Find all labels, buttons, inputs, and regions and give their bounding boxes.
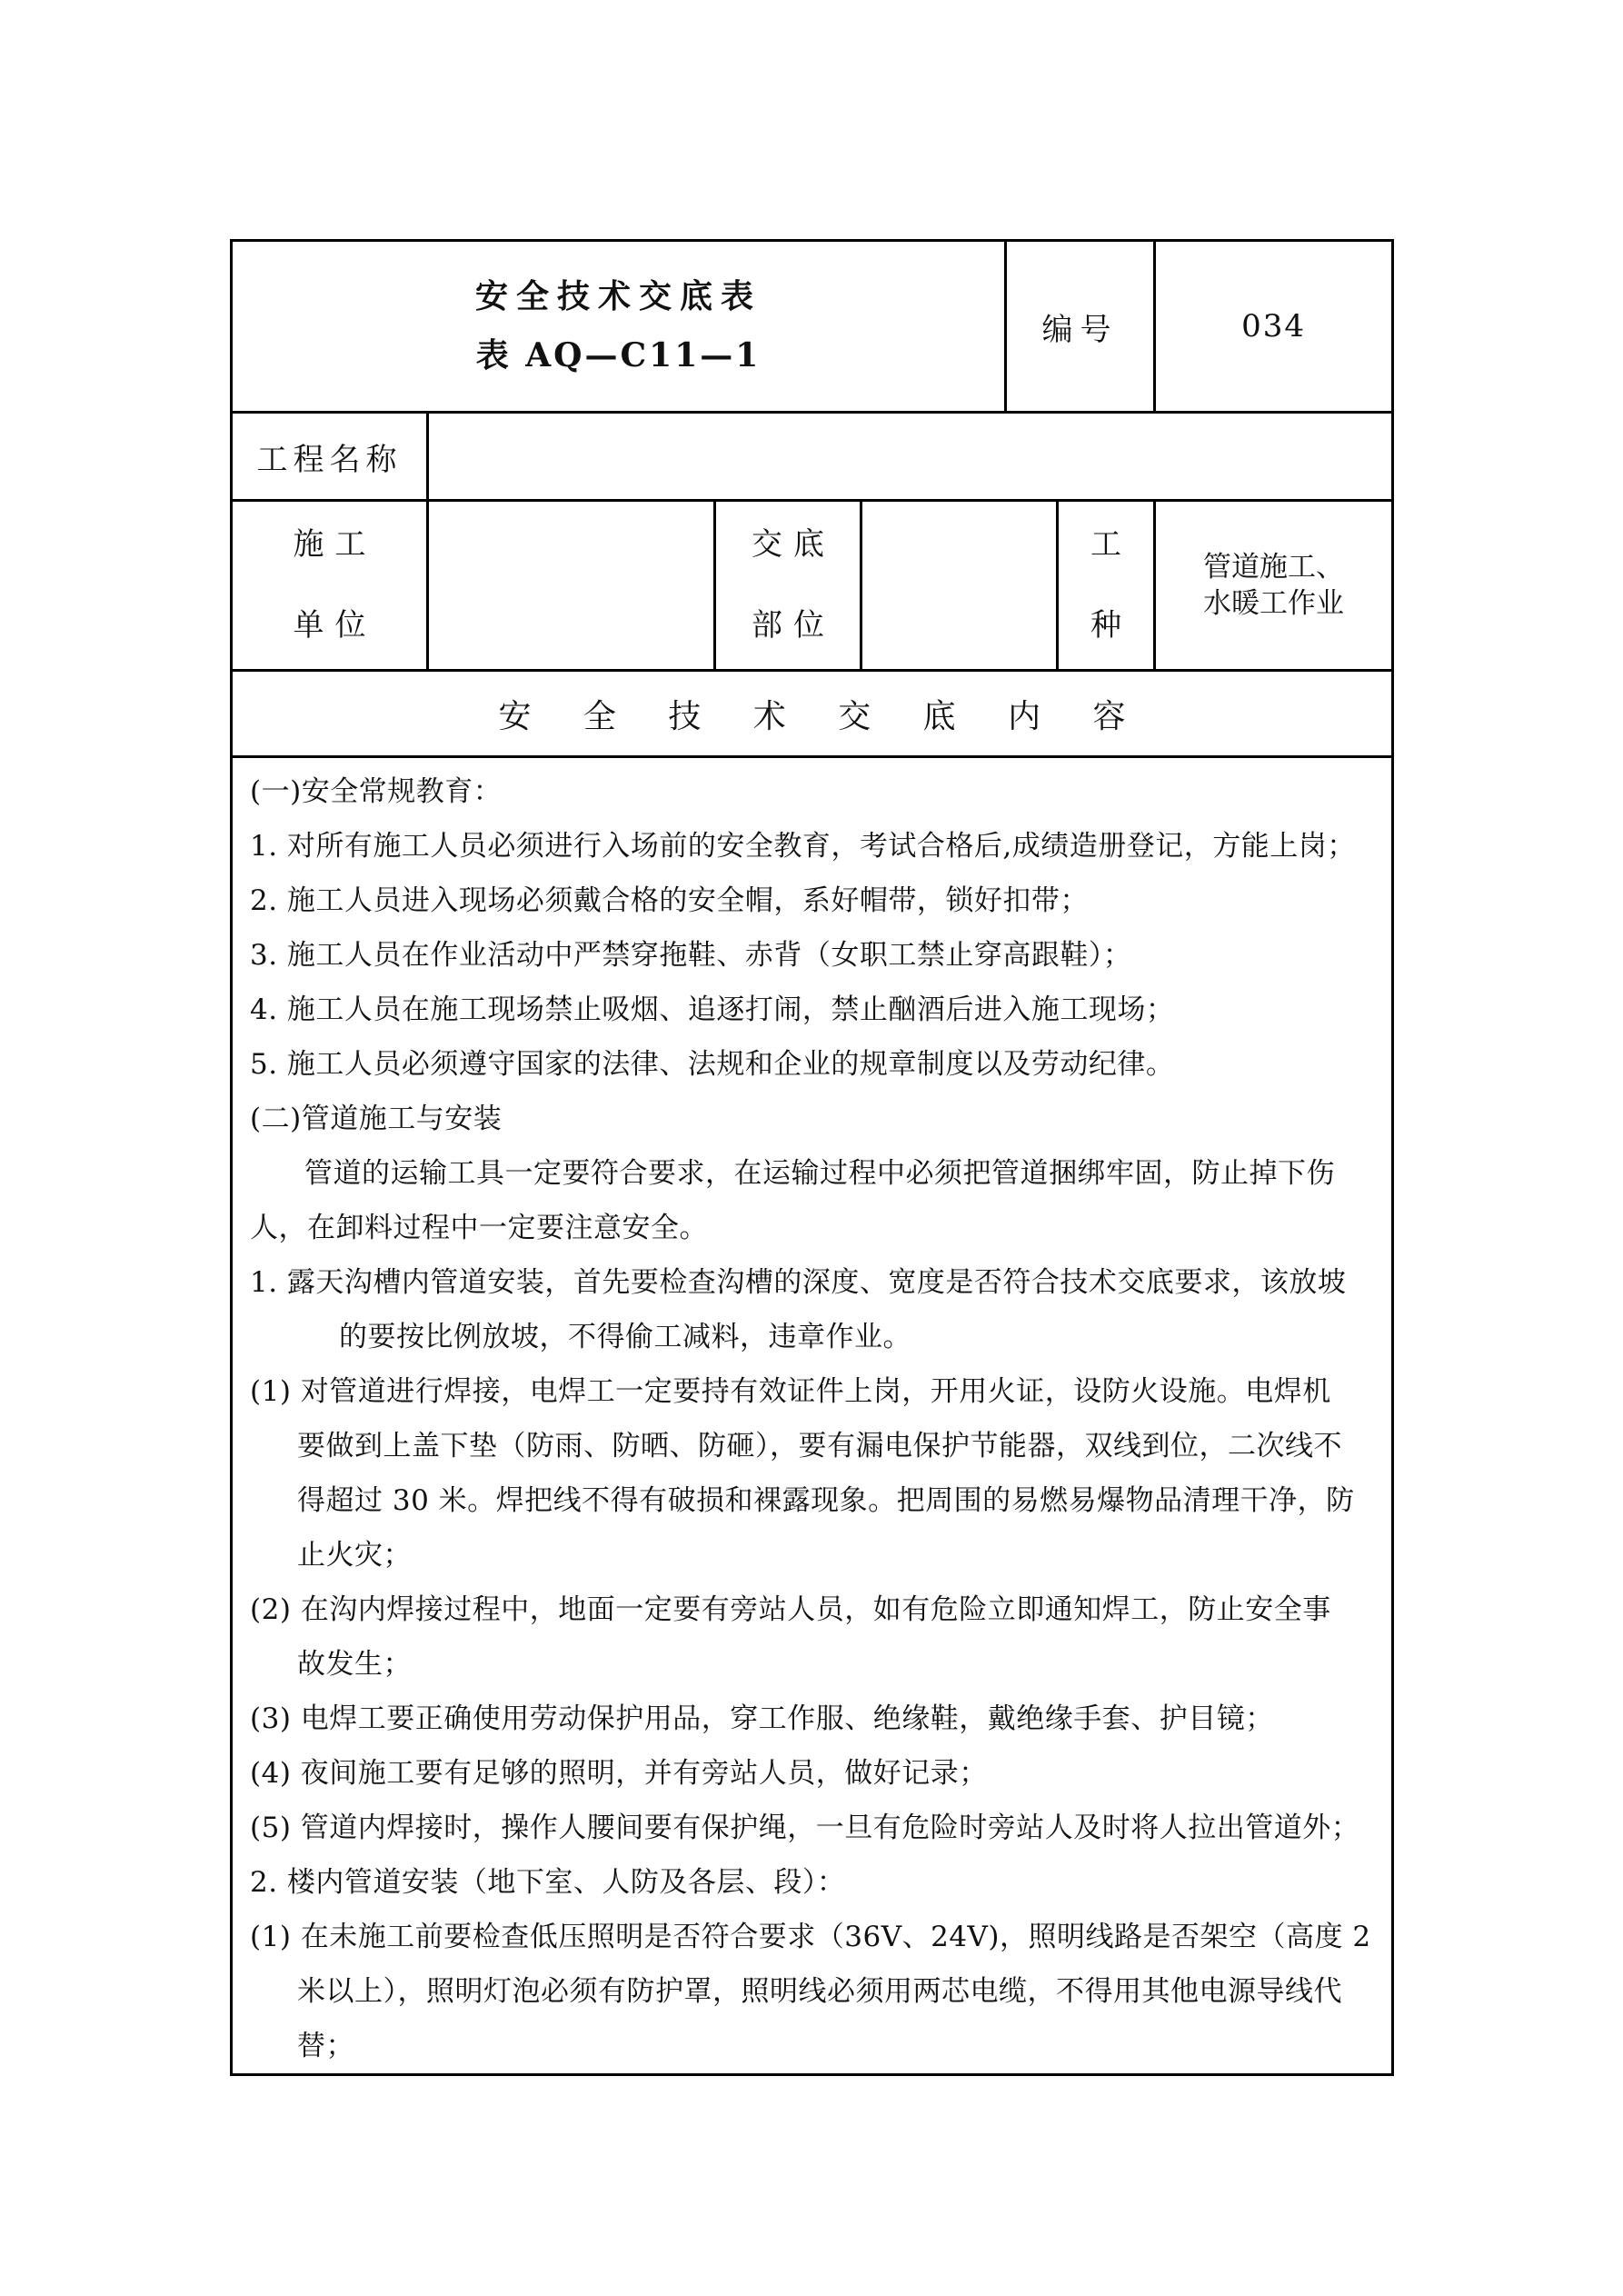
content-line: 管道的运输工具一定要符合要求，在运输过程中必须把管道捆绑牢固，防止掉下伤 — [304, 1157, 1335, 1190]
project-name-row — [232, 413, 1393, 501]
content-line: (5) 管道内焊接时，操作人腰间要有保护绳，一旦有危险时旁站人及时将人拉出管道外； — [250, 1812, 1360, 1844]
form-code: 表 AQ—C11—1 — [475, 336, 762, 374]
header-row — [232, 241, 1393, 413]
content-line: (3) 电焊工要正确使用劳动保护用品，穿工作服、绝缘鞋，戴绝缘手套、护目镜； — [250, 1702, 1274, 1735]
content-line: 3. 施工人员在作业活动中严禁穿拖鞋、赤背（女职工禁止穿高跟鞋）； — [250, 939, 1132, 972]
content-line: 得超过 30 米。焊把线不得有破损和裸露现象。把周围的易燃易爆物品清理干净，防 — [297, 1484, 1355, 1517]
content-line: 要做到上盖下垫（防雨、防晒、防砸），要有漏电保护节能器，双线到位，二次线不 — [297, 1430, 1342, 1462]
number-label: 编号 — [1006, 241, 1155, 413]
content-line: 止火灾； — [297, 1539, 412, 1572]
content-line: 1. 对所有施工人员必须进行入场前的安全教育，考试合格后,成绩造册登记，方能上岗； — [250, 830, 1356, 863]
form-title: 安全技术交底表 — [475, 276, 762, 315]
construction-unit-label — [232, 501, 428, 671]
content-line: (4) 夜间施工要有足够的照明，并有旁站人员，做好记录； — [250, 1757, 988, 1790]
disclosure-part-label-line1: 交底 — [752, 525, 835, 563]
section-heading: 安 全 技 术 交 底 内 容 — [232, 671, 1393, 757]
content-line: (一)安全常规教育： — [250, 775, 503, 808]
content-line: 5. 施工人员必须遵守国家的法律、法规和企业的规章制度以及劳动纪律。 — [250, 1048, 1175, 1081]
content-line: (2) 在沟内焊接过程中，地面一定要有旁站人员，如有危险立即通知焊工，防止安全事 — [250, 1593, 1331, 1626]
content-lines — [233, 758, 1391, 2073]
work-type-value-line1: 管道施工、 — [1203, 551, 1345, 584]
content-line: (1) 对管道进行焊接，电焊工一定要持有效证件上岗，开用火证，设防火设施。电焊机 — [250, 1375, 1331, 1408]
content-line: (二)管道施工与安装 — [250, 1103, 503, 1135]
disclosure-part-value — [861, 501, 1058, 671]
content-line: 人，在卸料过程中一定要注意安全。 — [250, 1212, 708, 1244]
work-type-value-line2: 水暖工作业 — [1203, 587, 1345, 620]
work-type-label-line2: 种 — [1090, 607, 1133, 644]
project-name-value — [428, 413, 1393, 501]
construction-unit-label-line2: 单位 — [293, 607, 377, 644]
form-title-cell — [232, 241, 1006, 413]
content-line: 2. 楼内管道安装（地下室、人防及各层、段）： — [250, 1866, 846, 1899]
content-line: 的要按比例放坡，不得偷工减料，违章作业。 — [339, 1321, 911, 1353]
content-line: 替； — [297, 2030, 354, 2062]
content-line: 米以上），照明灯泡必须有防护罩，照明线必须用两芯电缆，不得用其他电源导线代 — [297, 1975, 1342, 2008]
content-line: 2. 施工人员进入现场必须戴合格的安全帽，系好帽带，锁好扣带； — [250, 884, 1089, 917]
content-line: (1) 在未施工前要检查低压照明是否符合要求（36V、24V)，照明线路是否架空（高度 2 — [250, 1921, 1371, 1953]
content-line: 4. 施工人员在施工现场禁止吸烟、追逐打闹，禁止酗酒后进入施工现场； — [250, 993, 1175, 1026]
number-value: 034 — [1155, 241, 1393, 413]
work-type-value — [1155, 501, 1393, 671]
content-row — [232, 757, 1393, 2075]
disclosure-form-table — [230, 239, 1394, 2076]
unit-part-worktype-row — [232, 501, 1393, 671]
content-line: 故发生； — [297, 1648, 412, 1681]
work-type-label-line1: 工 — [1090, 525, 1133, 563]
construction-unit-label-line1: 施工 — [293, 525, 377, 563]
disclosure-part-label — [715, 501, 861, 671]
section-heading-row — [232, 671, 1393, 757]
content-line: 1. 露天沟槽内管道安装，首先要检查沟槽的深度、宽度是否符合技术交底要求，该放坡 — [250, 1266, 1347, 1299]
content-cell — [232, 757, 1393, 2075]
project-name-label: 工程名称 — [232, 413, 428, 501]
disclosure-part-label-line2: 部位 — [752, 607, 835, 644]
work-type-label — [1058, 501, 1155, 671]
construction-unit-value — [428, 501, 715, 671]
